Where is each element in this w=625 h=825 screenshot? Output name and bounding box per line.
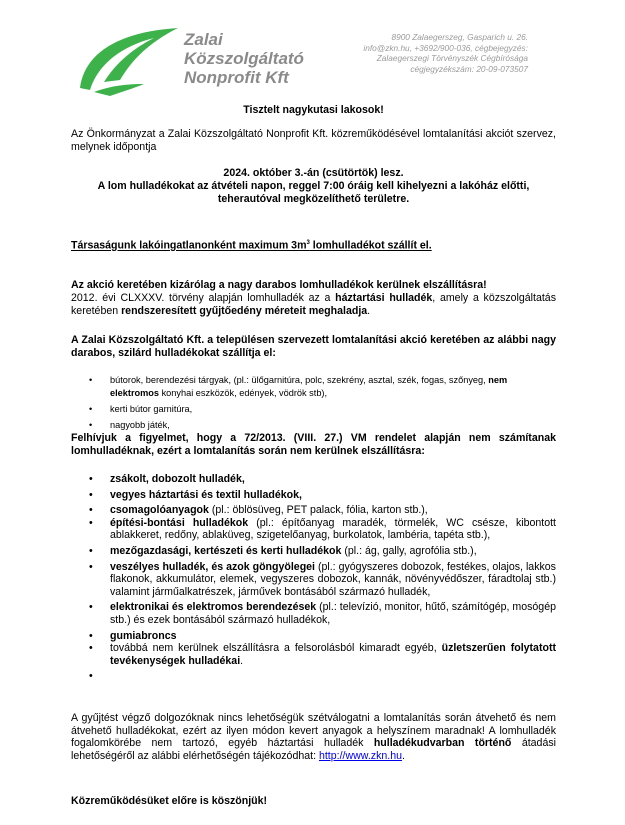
list-item xyxy=(71,545,556,558)
greeting: Tisztelt nagykutasi lakosok! xyxy=(243,104,384,116)
not-collected-heading: Felhívjuk a figyelmet, hogy a 72/2013. (VIII. 27.) VM rendelet alapján nem számítanak lomhulladéknak, ezért a lomtalanítás során nem kerülnek elszállításra: xyxy=(71,432,556,457)
closing-text-3: . xyxy=(402,749,405,762)
item-bold: mezőgazdasági, kertészeti és kerti hulladékok xyxy=(110,544,342,557)
logo-wordmark xyxy=(184,30,304,87)
item-text: (pl.: öblösüveg, PET palack, fólia, karton stb.), xyxy=(208,504,428,517)
closing-bold: hulladékudvarban történő xyxy=(373,737,512,750)
logo-line-2: Közszolgáltató xyxy=(184,49,304,68)
item-bold: vegyes háztartási és textil hulladékok, xyxy=(110,488,302,501)
bullet-icon: • xyxy=(89,629,93,642)
item-bold: csomagolóanyagok xyxy=(110,504,209,517)
law-bold-1: háztartási hulladék xyxy=(335,292,433,304)
bullet-icon: • xyxy=(89,670,93,683)
item-text: (pl.: építőanyag maradék, törmelék, WC csésze, kibontott ablakkeret, redőny, ablaküveg, szigetelőanyag, burkolatok, lambéria, tapéta stb.), xyxy=(110,516,556,542)
bullet-icon: • xyxy=(89,560,93,573)
list-item xyxy=(71,630,556,643)
law-text-2: , amely a közszolgáltatás keretében xyxy=(71,292,556,317)
instruction: A lom hulladékokat az átvételi napon, reggel 7:00 óráig kell kihelyezni a lakóház előtti, teherautóval megközelíthető területre. xyxy=(97,180,530,205)
item-text: kerti bútor garnitúra, xyxy=(110,404,193,415)
closing-text-2: átadási lehetőségéről az alábbi elérhetőségén tájékozódhat: xyxy=(71,737,556,762)
item-bold: gumiabroncs xyxy=(110,629,177,642)
law-text-1: 2012. évi CLXXXV. törvény alapján lomhulladék az a xyxy=(71,292,336,304)
contact-court: Zalaegerszegi Törvényszék Cégbírósága xyxy=(376,53,528,64)
website-link[interactable]: http://www.zkn.hu xyxy=(318,749,402,762)
intro-paragraph: Az Önkormányzat a Zalai Közszolgáltató Nonprofit Kft. közreműködésével lomtalanítási akciót szervez, melynek időpontja xyxy=(71,128,556,153)
item-text-tail: . xyxy=(240,654,244,667)
volume-limit-text: Társaságunk lakóingatlanonként maximum 3m xyxy=(71,239,307,252)
item-text: továbbá nem kerülnek elszállításra a felsorolásból kimaradt egyéb, xyxy=(110,642,442,655)
law-paragraph xyxy=(71,292,556,317)
collected-list xyxy=(71,374,556,431)
list-item xyxy=(71,517,556,542)
item-bold: zsákolt, dobozolt hulladék, xyxy=(110,473,245,485)
contact-address: 8900 Zalaegerszeg, Gasparich u. 26. xyxy=(391,32,528,42)
volume-limit xyxy=(71,237,556,252)
leaf-logo-icon xyxy=(74,26,186,98)
item-bold: üzletszerűen folytatott tevékenységek hulladékai xyxy=(110,642,557,667)
item-bold: nem elektromos xyxy=(110,375,508,398)
list-item xyxy=(71,489,556,502)
item-bold: építési-bontási hulladékok xyxy=(110,516,249,529)
bullet-icon: • xyxy=(89,375,93,385)
item-text: (pl.: gyógyszeres dobozok, festékes, olajos, lakkos flakonok, akkumulátor, elemek, vegyszeres dobozok, kannák, növényvédőszer, fáradtolaj stb.) valamint járműalkatrészek, járművek bontásából származó hulladék, xyxy=(110,560,556,598)
bullet-icon: • xyxy=(89,544,93,557)
company-contact-info xyxy=(363,32,528,74)
item-bold: veszélyes hulladék, és azok göngyölegei xyxy=(110,560,315,573)
item-text: nagyobb játék, xyxy=(110,419,170,430)
item-text: (pl.: ág, gally, agrofólia stb.), xyxy=(341,544,477,557)
contact-email-phone: info@zkn.hu, +3692/900-036, cégbejegyzés: xyxy=(363,42,528,53)
bullet-icon: • xyxy=(89,488,93,501)
list-item xyxy=(71,419,556,432)
law-text-3: . xyxy=(367,304,371,317)
bullet-icon: • xyxy=(89,516,93,529)
bullet-icon: • xyxy=(89,473,93,485)
item-text: bútorok, berendezési tárgyak, (pl.: ülőgarnitúra, polc, szekrény, asztal, szék, fogas, szőnyeg, xyxy=(110,375,489,385)
bullet-icon: • xyxy=(89,404,93,415)
closing-text-1: A gyűjtést végző dolgozóknak nincs lehetőségük szétválogatni a lomtalanítás során átvehető és nem átvehető hulladékokat, ezért az ilyen módon kevert anyagok a helyszínem maradnak! A lomhulladék fogalomkörébe nem tartozó, egyéb háztartási hulladék xyxy=(71,712,556,750)
bullet-icon: • xyxy=(89,419,93,430)
bullet-icon: • xyxy=(89,504,93,517)
date-line: 2024. október 3.-án (csütörtök) lesz. xyxy=(223,167,404,179)
bullet-icon: • xyxy=(89,601,93,614)
contact-registration: cégjegyzékszám: 20-09-073507 xyxy=(410,63,528,74)
item-bold: elektronikai és elektromos berendezések xyxy=(110,601,317,614)
item-text-tail: konyhai eszközök, edények, vödrök stb), xyxy=(159,387,328,398)
volume-limit-sup: 3 xyxy=(306,240,310,246)
bullet-icon: • xyxy=(89,642,93,655)
list-item-empty xyxy=(71,670,556,682)
list-item xyxy=(71,561,556,599)
logo-line-3: Nonprofit Kft xyxy=(184,68,289,87)
volume-limit-tail: lomhulladékot szállít el. xyxy=(309,239,432,252)
closing-paragraph xyxy=(71,712,556,762)
only-bulky-notice: Az akció keretében kizárólag a nagy darabos lomhulladékok kerülnek elszállításra! xyxy=(71,279,487,291)
list-item xyxy=(71,601,556,626)
not-collected-list xyxy=(71,473,556,682)
list-item xyxy=(71,504,556,517)
list-item xyxy=(71,374,556,399)
company-logo xyxy=(74,26,304,94)
list-item xyxy=(71,642,556,667)
list-item xyxy=(71,473,556,486)
collected-heading: A Zalai Közszolgáltató Kft. a településen szervezett lomtalanítási akció keretében az alábbi nagy darabos, szilárd hulladékokat szállítja el: xyxy=(71,334,556,359)
list-item xyxy=(71,403,556,416)
law-bold-2: rendszeresített gyűjtőedény méreteit meghaladja xyxy=(121,304,368,317)
item-text: (pl.: televízió, monitor, hűtő, számítógép, mosógép stb.) és ezek bontásából származó hulladékok, xyxy=(110,601,556,626)
logo-line-1: Zalai xyxy=(184,30,223,49)
thanks-line: Közreműködésüket előre is köszönjük! xyxy=(71,795,268,807)
